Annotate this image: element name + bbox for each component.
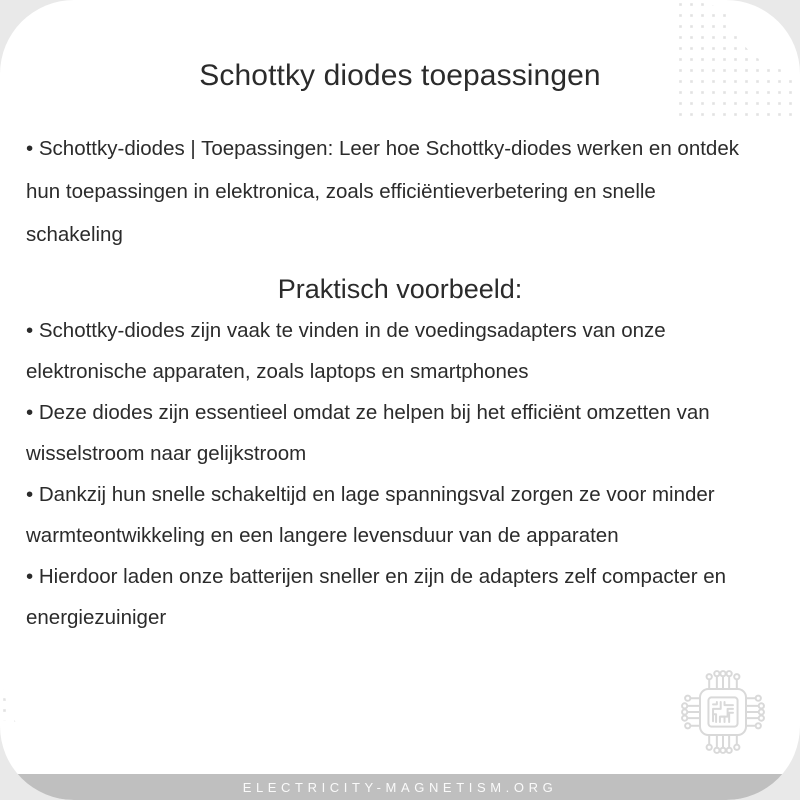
bullet-list	[26, 310, 766, 638]
footer-site-name: ELECTRICITY-MAGNETISM.ORG	[242, 779, 558, 795]
list-item: • Schottky-diodes zijn vaak te vinden in de voedingsadapters van onze elektronische apparaten, zoals laptops en smartphones	[26, 319, 666, 383]
footer-bar	[0, 774, 800, 800]
intro-paragraph: • Schottky-diodes | Toepassingen: Leer hoe Schottky-diodes werken en ontdek hun toepassingen in elektronica, zoals efficiëntieverbetering en snelle schakeling	[26, 136, 739, 246]
section-subtitle: Praktisch voorbeeld:	[277, 274, 523, 305]
list-item: • Deze diodes zijn essentieel omdat ze helpen bij het efficiënt omzetten van wisselstroom naar gelijkstroom	[26, 401, 710, 465]
list-item: • Hierdoor laden onze batterijen sneller en zijn de adapters zelf compacter en energiezuiniger	[26, 565, 727, 629]
dot-grid-bottom-left-icon	[0, 662, 124, 786]
list-item: • Dankzij hun snelle schakeltijd en lage spanningsval zorgen ze voor minder warmteontwikkeling en een langere levensduur van de apparaten	[26, 483, 715, 547]
page-title: Schottky diodes toepassingen	[199, 59, 601, 93]
microchip-icon	[668, 666, 778, 758]
